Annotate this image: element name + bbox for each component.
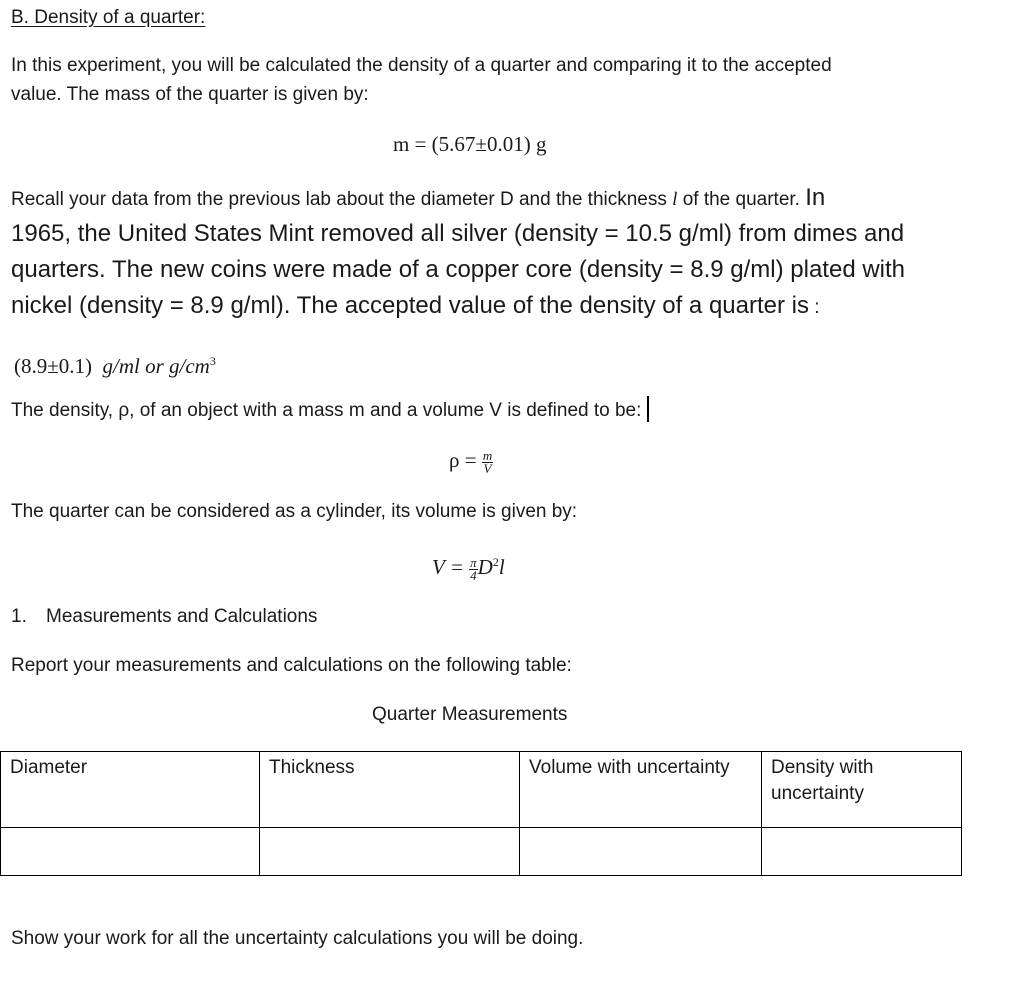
table-header-row (1, 752, 962, 828)
thickness-symbol: l (672, 189, 678, 210)
fraction-denominator: V (483, 460, 492, 476)
history-text-line-2: 1965, the United States Mint removed all silver (density = 10.5 g/ml) from dimes and (11, 220, 905, 247)
section-title: Measurements and Calculations (46, 606, 318, 627)
mass-over-volume-fraction (482, 447, 493, 476)
header-volume: Volume with uncertainty (520, 752, 762, 828)
history-line-4-main: nickel (density = 8.9 g/ml). The accepted value of the density of a quarter is (11, 292, 809, 319)
recall-big-start: In (805, 184, 826, 211)
accepted-units: g/ml or g/cm (102, 354, 210, 378)
volume-lhs: V = (432, 555, 470, 579)
text-cursor (647, 396, 649, 422)
show-work-text: Show your work for all the uncertainty calculations you will be doing. (11, 928, 584, 949)
density-definition (11, 396, 649, 425)
four-denominator: 4 (470, 567, 477, 583)
cell-density[interactable] (762, 828, 962, 876)
density-definition-text: The density, ρ, of an object with a mass m and a volume V is defined to be: (11, 400, 642, 421)
pi-over-four-fraction (469, 554, 478, 583)
section-heading: B. Density of a quarter: (11, 7, 206, 28)
accepted-exponent: 3 (209, 354, 216, 368)
table-row (1, 828, 962, 876)
recall-text-part-1: Recall your data from the previous lab about the diameter D and the thickness (11, 189, 673, 210)
history-text-line-3: quarters. The new coins were made of a copper core (density = 8.9 g/ml) plated with (11, 256, 906, 283)
pi-numerator: π (470, 554, 477, 570)
intro-text-line-2: value. The mass of the quarter is given by: (11, 84, 369, 105)
rho-lhs: ρ = (449, 448, 482, 472)
accepted-value: (8.9±0.1) (14, 354, 93, 378)
recall-paragraph-line-1 (11, 184, 825, 214)
accepted-density-value (14, 347, 216, 380)
cell-thickness[interactable] (260, 828, 520, 876)
rho-equation (449, 446, 493, 475)
history-line-4-end: : (809, 297, 820, 318)
header-density: Density with uncertainty (762, 752, 962, 828)
report-instructions: Report your measurements and calculations on the following table: (11, 655, 572, 676)
diameter-exponent: 2 (492, 555, 499, 569)
header-thickness: Thickness (260, 752, 520, 828)
mass-equation: m = (5.67±0.01) g (393, 132, 547, 156)
history-text-line-4 (11, 288, 820, 326)
cylinder-text: The quarter can be considered as a cylinder, its volume is given by: (11, 501, 578, 522)
fraction-numerator: m (482, 447, 493, 463)
measurements-table (0, 751, 962, 876)
cell-volume[interactable] (520, 828, 762, 876)
intro-text-line-1: In this experiment, you will be calculated the density of a quarter and comparing it to the accepted (11, 55, 832, 76)
volume-equation (432, 548, 505, 582)
section-number: 1. (11, 606, 27, 627)
header-diameter: Diameter (1, 752, 260, 828)
diameter-variable: D (477, 555, 493, 579)
cell-diameter[interactable] (1, 828, 260, 876)
thickness-variable: l (498, 555, 505, 579)
recall-text-part-2: of the quarter. (677, 189, 806, 210)
table-title: Quarter Measurements (372, 704, 568, 725)
